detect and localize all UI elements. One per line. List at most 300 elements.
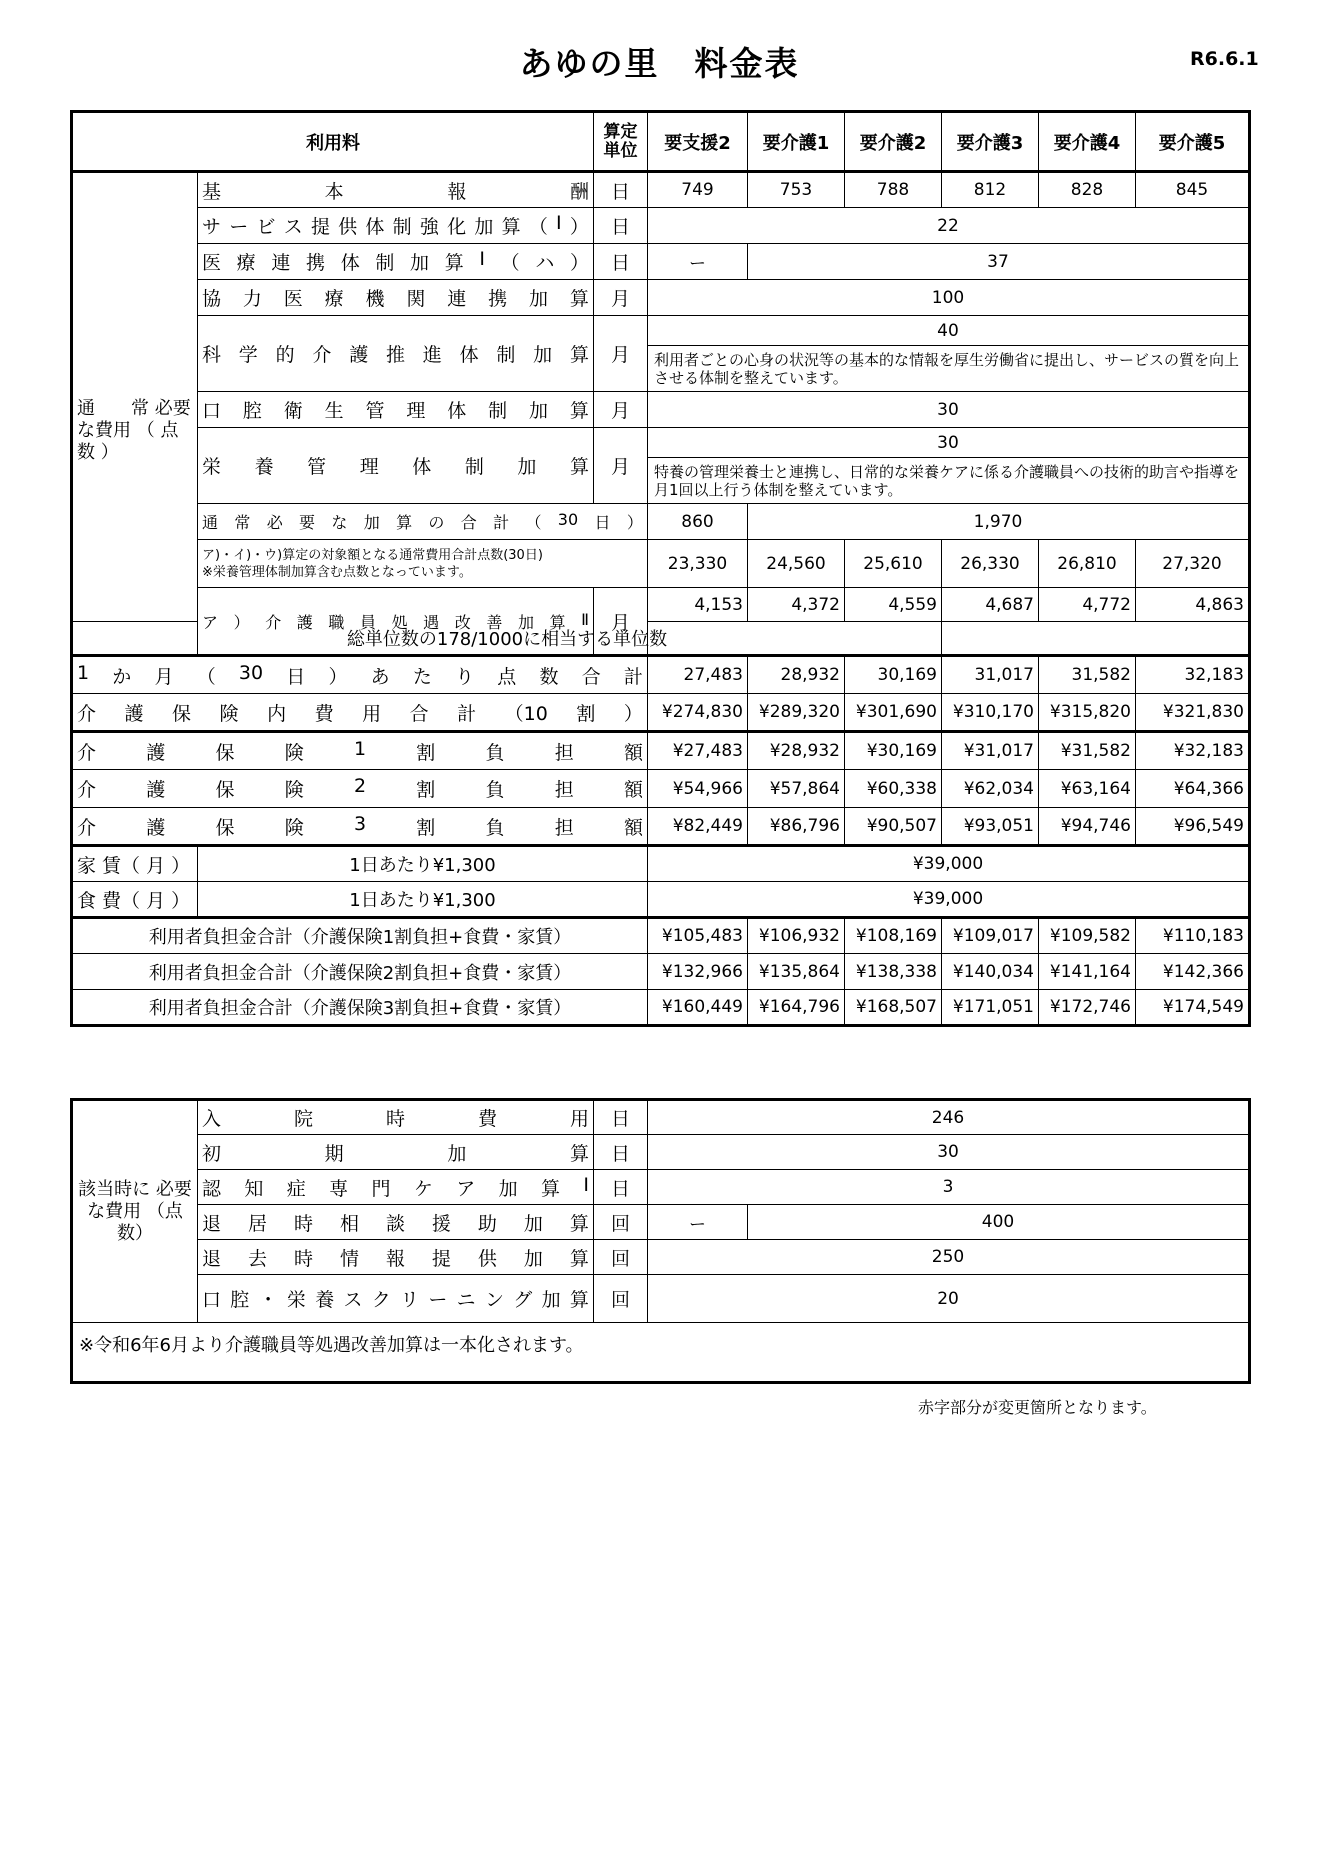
value-cell: ¥39,000 bbox=[648, 882, 1250, 918]
label-char: ） bbox=[569, 252, 589, 274]
label-char: （10 bbox=[504, 702, 548, 725]
revision-date: R6.6.1 bbox=[1190, 48, 1259, 70]
label-char: 入 bbox=[202, 1108, 222, 1130]
label-char: 機 bbox=[365, 288, 385, 310]
label-char: 月 bbox=[154, 665, 174, 688]
row-target bbox=[72, 540, 1250, 588]
value-cell: ¥108,169 bbox=[845, 918, 942, 954]
description-cell: 利用者ごとの心身の状況等の基本的な情報を厚生労働省に提出し、サービスの質を向上させる体制を整えています。 bbox=[648, 346, 1250, 392]
unit-cell: 日 bbox=[594, 244, 648, 280]
label-char: 力 bbox=[242, 288, 262, 310]
value-cell: ¥106,932 bbox=[748, 918, 845, 954]
reform-note: ※令和6年6月より介護職員等処遇改善加算は一本化されます。 bbox=[72, 1323, 1250, 1383]
row-label bbox=[202, 248, 589, 275]
row-label bbox=[202, 284, 589, 311]
row-label bbox=[77, 813, 643, 840]
row-staff bbox=[72, 588, 1250, 622]
label-char: 点 bbox=[497, 665, 517, 688]
label-char: 算 bbox=[569, 456, 589, 478]
row-label bbox=[77, 699, 643, 726]
label-char: 険 bbox=[284, 816, 304, 839]
label-char: 険 bbox=[219, 702, 239, 725]
value-cell: 749 bbox=[648, 172, 748, 208]
label-char: 額 bbox=[623, 741, 643, 764]
label-char: 退 bbox=[202, 1212, 222, 1235]
label-char: 合 bbox=[460, 513, 477, 532]
label-char: 携 bbox=[488, 288, 508, 310]
label-char: 職 bbox=[328, 612, 345, 632]
value-cell: 828 bbox=[1039, 172, 1136, 208]
row-basic bbox=[72, 172, 1250, 208]
label-char: ニ bbox=[456, 1289, 476, 1311]
label-char: 常 bbox=[234, 513, 251, 532]
row-label bbox=[202, 1139, 589, 1166]
row-label: 利用者負担金合計（介護保険1割負担+食費・家賃） bbox=[72, 918, 648, 954]
value-cell: ¥96,549 bbox=[1136, 808, 1250, 846]
row-burden3 bbox=[72, 808, 1250, 846]
unit-cell: 月 bbox=[594, 316, 648, 392]
label-char: 算 bbox=[569, 1142, 589, 1165]
row-food bbox=[72, 882, 1250, 918]
row-sum bbox=[72, 504, 1250, 540]
label-char: 費 bbox=[477, 1108, 497, 1130]
label-char: 制 bbox=[496, 344, 516, 366]
label-char: 加 bbox=[474, 216, 494, 238]
label-char: 介 bbox=[77, 741, 97, 764]
value-cell: 100 bbox=[648, 280, 1250, 316]
value-cell: ¥86,796 bbox=[748, 808, 845, 846]
value-cell: ¥109,582 bbox=[1039, 918, 1136, 954]
label-char: ー bbox=[229, 216, 249, 238]
label-char: 加 bbox=[517, 612, 534, 632]
unit-header: 算定単位 bbox=[594, 112, 648, 172]
label-char: 携 bbox=[306, 252, 326, 274]
label-char: 期 bbox=[324, 1142, 344, 1165]
value-cell: 24,560 bbox=[748, 540, 845, 588]
label-char: 談 bbox=[385, 1212, 405, 1235]
unit-cell: 回 bbox=[594, 1205, 648, 1240]
page-title: あゆの里 料金表 bbox=[519, 44, 800, 83]
label-char: 症 bbox=[286, 1177, 306, 1200]
value-cell: 32,183 bbox=[1136, 656, 1250, 694]
label-char: 療 bbox=[236, 252, 256, 274]
row-label: 利用者負担金合計（介護保険2割負担+食費・家賃） bbox=[72, 954, 648, 990]
label-char: 算 bbox=[569, 288, 589, 310]
label-char: 認 bbox=[202, 1177, 222, 1200]
label-char: （ bbox=[196, 665, 216, 688]
value-cell: 28,932 bbox=[748, 656, 845, 694]
apply-row bbox=[72, 1275, 1250, 1323]
row-user1 bbox=[72, 918, 1250, 954]
label-char: Ⅰ bbox=[479, 248, 485, 270]
value-cell: 40 bbox=[648, 316, 1250, 346]
unit-cell: 月 bbox=[594, 428, 648, 504]
value-cell: 812 bbox=[942, 172, 1039, 208]
row-medical bbox=[72, 244, 1250, 280]
footer-note: 赤字部分が変更箇所となります。 bbox=[918, 1398, 1157, 1417]
label-char: 費 bbox=[314, 702, 334, 725]
row-label bbox=[202, 452, 589, 479]
dash-cell: ー bbox=[648, 244, 748, 280]
label-char: 額 bbox=[623, 816, 643, 839]
label-char: 体 bbox=[412, 456, 432, 478]
label-char: リ bbox=[400, 1289, 420, 1311]
value-cell: 30,169 bbox=[845, 656, 942, 694]
label-char: ア bbox=[456, 1177, 476, 1200]
label-char: 用 bbox=[362, 702, 382, 725]
label-char: 30 bbox=[557, 510, 579, 529]
label-char: （ bbox=[525, 513, 542, 532]
label-char: 栄 bbox=[202, 456, 222, 478]
row-nutrition bbox=[72, 428, 1250, 458]
level-header: 要介護4 bbox=[1039, 112, 1136, 172]
label-char: 加 bbox=[517, 456, 537, 478]
description-cell: 特養の管理栄養士と連携し、日常的な栄養ケアに係る介護職員への技術的助言や指導を月1回以上行う体制を整えています。 bbox=[648, 458, 1250, 504]
apply-row bbox=[72, 1170, 1250, 1205]
label-char: か bbox=[112, 665, 132, 688]
value-cell: ¥310,170 bbox=[942, 694, 1039, 732]
label-char: ア bbox=[202, 612, 219, 632]
label-char: 護 bbox=[146, 779, 166, 801]
label-char: 援 bbox=[431, 1212, 451, 1235]
label-char: 必 bbox=[266, 513, 283, 532]
label-char: 算 bbox=[501, 216, 521, 238]
label-char: ハ bbox=[535, 252, 555, 274]
label-char: 基 bbox=[202, 180, 222, 203]
label-char: 通 bbox=[202, 513, 219, 532]
label-char: 介 bbox=[265, 612, 282, 632]
unit-cell: 日 bbox=[594, 172, 648, 208]
row-label bbox=[202, 510, 643, 533]
row-label bbox=[77, 775, 643, 802]
unit-cell: 日 bbox=[594, 208, 648, 244]
apply-row bbox=[72, 1100, 1250, 1135]
label-char: 学 bbox=[238, 344, 258, 366]
label-char: 用 bbox=[569, 1108, 589, 1130]
label-char: ケ bbox=[413, 1177, 433, 1200]
label-char: 算 bbox=[541, 1177, 561, 1200]
label-char: ビ bbox=[256, 216, 276, 238]
value-cell: ¥171,051 bbox=[942, 990, 1039, 1026]
label-char: ン bbox=[484, 1289, 504, 1311]
row-monthly bbox=[72, 656, 1250, 694]
label-char: 報 bbox=[447, 180, 467, 203]
regular-group-label: 通 常 必要な費用 （ 点 数 ） bbox=[72, 172, 198, 622]
label-char: 腔 bbox=[230, 1289, 250, 1311]
label-char: 算 bbox=[569, 1212, 589, 1235]
label-char: ス bbox=[343, 1289, 363, 1311]
label-char: 計 bbox=[457, 702, 477, 725]
label-char: 護 bbox=[349, 344, 369, 366]
label-char: 養 bbox=[315, 1289, 335, 1311]
label-char: Ⅰ bbox=[556, 212, 562, 234]
value-cell: 30 bbox=[648, 392, 1250, 428]
label-char: た bbox=[412, 665, 432, 688]
value-cell: ¥172,746 bbox=[1039, 990, 1136, 1026]
label-char: 日 bbox=[594, 513, 611, 532]
label-char: 強 bbox=[419, 216, 439, 238]
label-char: 報 bbox=[385, 1247, 405, 1270]
value-cell: 845 bbox=[1136, 172, 1250, 208]
level-header: 要介護2 bbox=[845, 112, 942, 172]
row-label: 利用者負担金合計（介護保険3割負担+食費・家賃） bbox=[72, 990, 648, 1026]
label-char: 口 bbox=[202, 1289, 222, 1311]
label-char: 管 bbox=[307, 456, 327, 478]
row-label bbox=[77, 738, 643, 765]
label-char: 改 bbox=[454, 612, 471, 632]
label-char: 科 bbox=[202, 344, 222, 366]
label-char: ー bbox=[428, 1289, 448, 1311]
label-char: Ⅰ bbox=[583, 1173, 589, 1196]
per-day-cell: 1日あたり¥1,300 bbox=[198, 846, 648, 882]
label-char: 日 bbox=[286, 665, 306, 688]
label-char: 連 bbox=[447, 288, 467, 310]
label-char: 管 bbox=[365, 400, 385, 422]
value-cell: 31,017 bbox=[942, 656, 1039, 694]
label-char: 理 bbox=[359, 456, 379, 478]
label-char: ・ bbox=[258, 1289, 278, 1311]
value-cell: 30 bbox=[648, 428, 1250, 458]
label-char: の bbox=[428, 513, 445, 532]
label-char: 知 bbox=[244, 1177, 264, 1200]
label-char: 養 bbox=[254, 456, 274, 478]
value-cell: ¥32,183 bbox=[1136, 732, 1250, 770]
applicable-group-label: 該当時に 必要な費用 （点数） bbox=[72, 1100, 198, 1323]
row-user2 bbox=[72, 954, 1250, 990]
label-char: 介 bbox=[77, 779, 97, 801]
label-char: 情 bbox=[339, 1247, 359, 1270]
row-label bbox=[202, 340, 589, 367]
label-char: 割 bbox=[416, 779, 436, 801]
note-row bbox=[72, 1323, 1250, 1383]
label-char: 合 bbox=[581, 665, 601, 688]
label-char: 割 bbox=[576, 702, 596, 725]
label-char: 介 bbox=[77, 702, 97, 725]
value-cell: ¥90,507 bbox=[845, 808, 942, 846]
label-char: 担 bbox=[554, 779, 574, 801]
value-cell: ¥174,549 bbox=[1136, 990, 1250, 1026]
value-cell: 753 bbox=[748, 172, 845, 208]
label-char: 生 bbox=[324, 400, 344, 422]
label-char: 体 bbox=[340, 252, 360, 274]
value-cell: ¥321,830 bbox=[1136, 694, 1250, 732]
value-cell: ¥168,507 bbox=[845, 990, 942, 1026]
applicable-table bbox=[70, 1098, 1251, 1384]
value-cell: ¥315,820 bbox=[1039, 694, 1136, 732]
label-char: 加 bbox=[523, 1212, 543, 1235]
row-label bbox=[202, 396, 589, 423]
label-char: 負 bbox=[485, 741, 505, 764]
label-char: 加 bbox=[529, 288, 549, 310]
level-header: 要介護1 bbox=[748, 112, 845, 172]
value-cell: 30 bbox=[648, 1135, 1250, 1170]
target-line2: ※栄養管理体制加算含む点数となっています。 bbox=[202, 564, 472, 580]
label-char: 提 bbox=[310, 216, 330, 238]
value-cell: 1,970 bbox=[748, 504, 1250, 540]
row-cooperation bbox=[72, 280, 1250, 316]
label-char: 助 bbox=[477, 1212, 497, 1235]
per-day-cell: 1日あたり¥1,300 bbox=[198, 882, 648, 918]
value-cell: 4,153 bbox=[648, 588, 748, 622]
label-char: 制 bbox=[488, 400, 508, 422]
label-char: 去 bbox=[247, 1247, 267, 1270]
label-char: 1 bbox=[353, 737, 367, 760]
label-char: 療 bbox=[324, 288, 344, 310]
label-char: 時 bbox=[293, 1247, 313, 1270]
label-char: 制 bbox=[375, 252, 395, 274]
value-cell: 23,330 bbox=[648, 540, 748, 588]
label-char: 計 bbox=[623, 665, 643, 688]
label-char: 算 bbox=[444, 252, 464, 274]
value-cell: ¥31,582 bbox=[1039, 732, 1136, 770]
unit-cell: 回 bbox=[594, 1275, 648, 1323]
level-header: 要介護3 bbox=[942, 112, 1039, 172]
label-char: 担 bbox=[554, 816, 574, 839]
unit-cell: 月 bbox=[594, 588, 648, 656]
row-service bbox=[72, 208, 1250, 244]
label-char: 算 bbox=[569, 400, 589, 422]
target-line1: ア)・イ)・ウ)算定の対象額となる通常費用合計点数(30日) bbox=[202, 547, 543, 563]
value-cell: ¥109,017 bbox=[942, 918, 1039, 954]
value-cell: ¥140,034 bbox=[942, 954, 1039, 990]
value-cell: 4,687 bbox=[942, 588, 1039, 622]
label-char: 推 bbox=[385, 344, 405, 366]
label-char: ） bbox=[328, 665, 348, 688]
label-char: 険 bbox=[284, 779, 304, 801]
label-char: グ bbox=[513, 1289, 533, 1311]
value-cell: ¥110,183 bbox=[1136, 918, 1250, 954]
label-char: 内 bbox=[267, 702, 287, 725]
label-char: 腔 bbox=[242, 400, 262, 422]
row-label bbox=[202, 1174, 589, 1201]
label-char: 提 bbox=[431, 1247, 451, 1270]
label-char: 退 bbox=[202, 1247, 222, 1270]
label-char: 制 bbox=[464, 456, 484, 478]
label-char: 護 bbox=[146, 816, 166, 839]
label-char: 栄 bbox=[286, 1289, 306, 1311]
dash-cell: ー bbox=[648, 1205, 748, 1240]
label-char: 化 bbox=[447, 216, 467, 238]
value-cell: 22 bbox=[648, 208, 1250, 244]
value-cell: ¥132,966 bbox=[648, 954, 748, 990]
label-char: 担 bbox=[554, 741, 574, 764]
row-burden1 bbox=[72, 732, 1250, 770]
label-char: 供 bbox=[477, 1247, 497, 1270]
label-char: 算 bbox=[569, 344, 589, 366]
value-cell: ¥135,864 bbox=[748, 954, 845, 990]
label-char: 加 bbox=[541, 1289, 561, 1311]
row-label bbox=[202, 1285, 589, 1312]
label-char: 医 bbox=[202, 252, 222, 274]
row-label bbox=[202, 177, 589, 204]
row-science bbox=[72, 316, 1250, 346]
label-char: 協 bbox=[202, 288, 222, 310]
label-char: 時 bbox=[293, 1212, 313, 1235]
label-char: 保 bbox=[172, 702, 192, 725]
label-char: 要 bbox=[299, 513, 316, 532]
value-cell: ¥105,483 bbox=[648, 918, 748, 954]
label-char: 介 bbox=[77, 816, 97, 839]
value-cell: 4,772 bbox=[1039, 588, 1136, 622]
value-cell: ¥28,932 bbox=[748, 732, 845, 770]
row-oral bbox=[72, 392, 1250, 428]
unit-cell: 月 bbox=[594, 280, 648, 316]
value-cell: ¥141,164 bbox=[1039, 954, 1136, 990]
label-char: 加 bbox=[529, 400, 549, 422]
fee-table bbox=[70, 110, 1251, 1027]
label-char: 計 bbox=[493, 513, 510, 532]
label-char: 加 bbox=[410, 252, 430, 274]
value-cell: 788 bbox=[845, 172, 942, 208]
unit-cell: 日 bbox=[594, 1100, 648, 1135]
label-char: 体 bbox=[365, 216, 385, 238]
value-cell: 26,810 bbox=[1039, 540, 1136, 588]
label-char: 処 bbox=[391, 612, 408, 632]
label-char: 門 bbox=[371, 1177, 391, 1200]
value-cell: 3 bbox=[648, 1170, 1250, 1205]
label-char: 割 bbox=[416, 741, 436, 764]
value-cell: ¥54,966 bbox=[648, 770, 748, 808]
label-char: り bbox=[455, 665, 475, 688]
value-cell: ¥27,483 bbox=[648, 732, 748, 770]
row-insurance-total bbox=[72, 694, 1250, 732]
label-char: 理 bbox=[406, 400, 426, 422]
label-char: 本 bbox=[324, 180, 344, 203]
value-cell: ¥160,449 bbox=[648, 990, 748, 1026]
label-char: 相 bbox=[339, 1212, 359, 1235]
label-char: 数 bbox=[539, 665, 559, 688]
label-char: 算 bbox=[569, 1289, 589, 1311]
value-cell: 27,483 bbox=[648, 656, 748, 694]
row-rent bbox=[72, 846, 1250, 882]
header-row bbox=[72, 112, 1250, 172]
label-char: 保 bbox=[215, 779, 235, 801]
value-cell: 25,610 bbox=[845, 540, 942, 588]
label-char: 護 bbox=[146, 741, 166, 764]
value-cell: ¥64,366 bbox=[1136, 770, 1250, 808]
label-char: 酬 bbox=[569, 180, 589, 203]
label-char: 割 bbox=[416, 816, 436, 839]
label-char: ス bbox=[283, 216, 303, 238]
label-char: 衛 bbox=[283, 400, 303, 422]
label-char: 居 bbox=[247, 1212, 267, 1235]
label-char: 的 bbox=[275, 344, 295, 366]
level-header: 要介護5 bbox=[1136, 112, 1250, 172]
label-char: 遇 bbox=[423, 612, 440, 632]
value-cell: 250 bbox=[648, 1240, 1250, 1275]
label-char: 初 bbox=[202, 1142, 222, 1165]
value-cell: ¥164,796 bbox=[748, 990, 845, 1026]
value-cell: ¥142,366 bbox=[1136, 954, 1250, 990]
label-char: 加 bbox=[447, 1142, 467, 1165]
row-label: 食 費（ 月 ） bbox=[72, 882, 198, 918]
value-cell: 31,582 bbox=[1039, 656, 1136, 694]
label-char: 算 bbox=[569, 1247, 589, 1270]
row-label bbox=[202, 1104, 589, 1131]
label-char: ） bbox=[626, 513, 643, 532]
row-label bbox=[202, 212, 589, 239]
label-char: 連 bbox=[271, 252, 291, 274]
value-cell: 4,372 bbox=[748, 588, 845, 622]
label-char: 員 bbox=[359, 612, 376, 632]
label-char: 時 bbox=[385, 1108, 405, 1130]
row-label: 家 賃（ 月 ） bbox=[72, 846, 198, 882]
unit-cell: 月 bbox=[594, 392, 648, 428]
label-char: 護 bbox=[296, 612, 313, 632]
label-char: ク bbox=[371, 1289, 391, 1311]
label-char: 合 bbox=[409, 702, 429, 725]
label-char: 医 bbox=[283, 288, 303, 310]
